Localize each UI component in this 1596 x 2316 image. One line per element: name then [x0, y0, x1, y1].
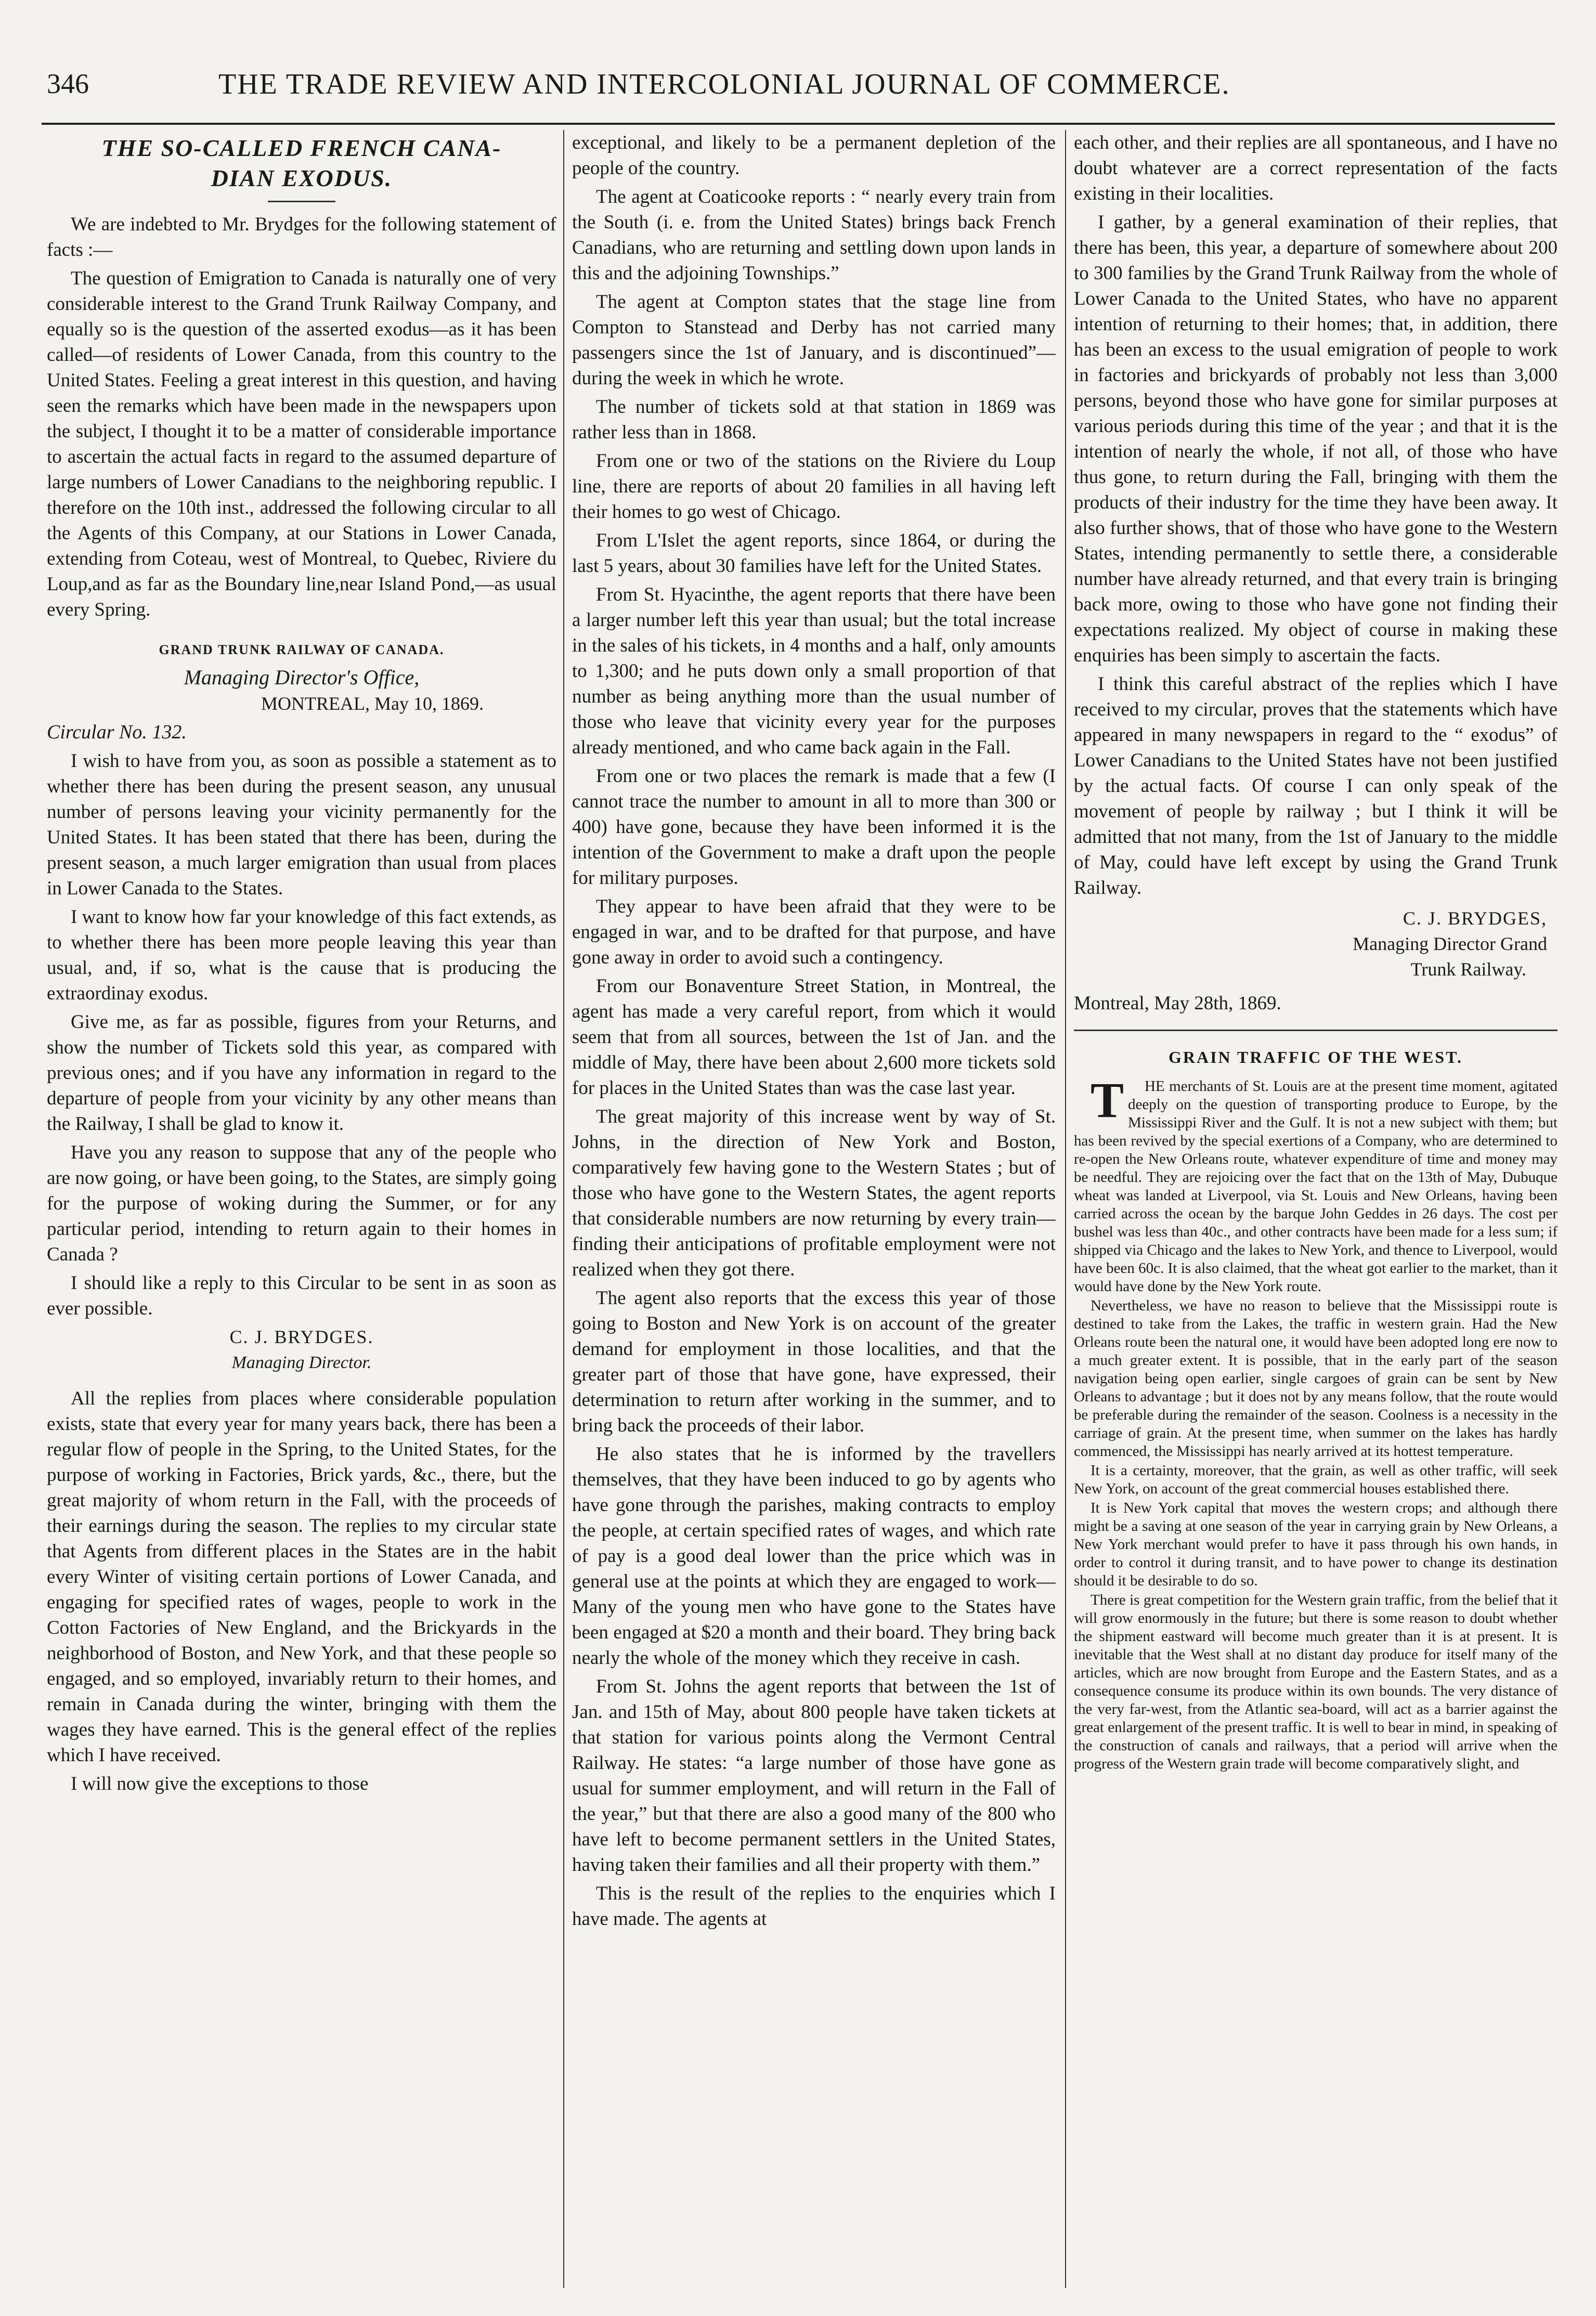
circular-paragraph: I should like a reply to this Circular to be sent in as soon as ever possible. [47, 1272, 556, 1319]
drop-cap: T [1091, 1072, 1124, 1128]
paragraph: The great majority of this increase went by way of St. Johns, in the direction of New York and Boston, comparatively few having gone to the Western States ; but of those who have gone to the Western States, the agent reports that considerable numbers are now returning by every train—finding their anticipations of profitable employment were not realized when they got there. [572, 1106, 1056, 1280]
paragraph: It is a certainty, moreover, that the grain, as well as other traffic, will seek New York, on account of the great commercial houses established there. [1074, 1462, 1558, 1497]
paragraph: He also states that he is informed by the travellers themselves, that they have been induced to go by agents who have gone through the parishes, making contracts to employ the people, at certain specified rates of wages, and which rate of pay is a good deal lower than the price which was in general use at the points at which they are engaged to work—Many of the young men who have gone to the States have been engaged at $20 a month and their board. They bring back nearly the whole of the money which they receive in cash. [572, 1443, 1056, 1669]
paragraph: From L'Islet the agent reports, since 1864, or during the last 5 years, about 30 families have left for the United States. [572, 530, 1056, 577]
paragraph: exceptional, and likely to be a permanent depletion of the people of the country. [572, 132, 1056, 179]
intro-paragraph: We are indebted to Mr. Brydges for the following statement of facts :— [47, 214, 556, 261]
paragraph: I will now give the exceptions to those [71, 1773, 369, 1794]
paragraph: The number of tickets sold at that station in 1869 was rather less than in 1868. [572, 396, 1056, 443]
paragraph: Nevertheless, we have no reason to believe that the Mississippi route is destined to take from the Lakes, the traffic in western grain. Had the New Orleans route been the natural one, it would have been adopted long ere now to a much greater extent. It is possible, that in the early part of the season navigation being open earlier, single cargoes of grain can be sent by New Orleans to advantage ; but it does not by any means follow, that the route would be preferable during the remainder of the season. Coolness is a necessity in the carriage of grain. At the present time, when summer on the lakes has hardly commenced, the Mississippi has nearly arrived at its hottest temperature. [1074, 1297, 1558, 1460]
running-title: THE TRADE REVIEW AND INTERCOLONIAL JOURNAL OF COMMERCE. [218, 68, 1230, 100]
article-title-line: THE SO-CALLED FRENCH CANA- [101, 135, 502, 161]
page-number: 346 [47, 68, 89, 99]
signature-name: C. J. BRYDGES. [229, 1326, 374, 1347]
paragraph: From one or two places the remark is made that a few (I cannot trace the number to amount in all to more than 300 or 400) have gone, because they have been informed it is the intention of the Government to make a draft upon the people for military purposes. [572, 765, 1056, 889]
article-body [1074, 1072, 1558, 1773]
paragraph: From one or two of the stations on the Riviere du Loup line, there are reports of about 20 families in all having left their homes to go west of Chicago. [572, 450, 1056, 523]
paragraph: There is great competition for the Western grain traffic, from the belief that it will grow enormously in the future; but there is some reason to doubt whether the shipment eastward will become much greater than it is at present. It is inevitable that the West shall at no distant day produce for itself many of the articles, which are now brought from Europe and the Eastern States, and as a consequence consume its produce within its own bounds. The very distance of the very far-west, from the Atlantic sea-board, will act as a barrier against the great enlargement of the present traffic. It is well to bear in mind, in speaking of the construction of canals and railways, that a period will arrive when the progress of the Western grain trade will become comparatively slight, and [1074, 1592, 1558, 1772]
article-divider [1074, 1030, 1558, 1031]
paragraph: All the replies from places where considerable population exists, state that every year for many years back, there has been a regular flow of people in the Spring, to the United States, for the purpose of working in Factories, Brick yards, &c., there, but the great majority of whom return in the Fall, with the proceeds of their earnings during the season. The replies to my circular state that Agents from different places in the States are in the habit every Winter of visiting certain portions of Lower Canada, and engaging for specified rates of wages, people to work in the Cotton Factories of New England, and the Brickyards in the neighborhood of Boston, and New York, and that these people so engaged, and so employed, invariably return to their homes, and remain in Canada during the winter, bringing with them the wages they have earned. This is the general effect of the replies which I have received. [47, 1388, 556, 1766]
circular-number: Circular No. 132. [47, 721, 187, 743]
column-divider [1065, 130, 1066, 2288]
paragraph-text: HE merchants of St. Louis are at the present time moment, agitated deeply on the question of transporting produce to Europe, by the Mississippi River and the Gulf. It is not a new subject with them; but has been revived by the special exertions of a Company, who are determined to re-open the New Orleans route, whatever expenditure of time and money may be needful. They are rejoicing over the fact that on the 13th of May, Dubuque wheat was landed at Liverpool, via St. Louis and New Orleans, having been carried across the ocean by the barque John Geddes in 26 days. The cost per bushel was less than 40c., and other contracts have been made for a less sum; if shipped via Chicago and the lakes to New York, and thence to Liverpool, would have been 60c. It is also claimed, that the wheat got earlier to the market, than it would have done by the New York route. [1074, 1078, 1558, 1295]
article-title: GRAIN TRAFFIC OF THE WEST. [1168, 1048, 1463, 1066]
paragraph: From St. Hyacinthe, the agent reports that there have been a larger number left this year than usual; but the total increase in the sales of his tickets, in 4 months and a half, only amounts to 1,300; and he puts down only a small proportion of that number as being anything more than the usual number of those who leave that vicinity every year for the purposes already mentioned, and who came back again in the Fall. [572, 584, 1056, 758]
paragraph: From our Bonaventure Street Station, in Montreal, the agent has made a very careful report, from which it would seem that from all sources, between the 1st of Jan. and the middle of May, there have been about 2,600 more tickets sold for places in the United States than was the case last year. [572, 975, 1056, 1099]
column-3 [1074, 130, 1558, 2288]
circular-paragraph: I want to know how far your knowledge of this fact extends, as to whether there has been more people leaving this year than usual, and, if so, what is the cause that is producing the extraordinay exodus. [47, 906, 556, 1004]
paragraph: They appear to have been afraid that they were to be engaged in war, and to be drafted for that purpose, and have gone away in order to avoid such a contingency. [572, 896, 1056, 968]
paragraph: each other, and their replies are all spontaneous, and I have no doubt whatever are a correct representation of the facts existing in their localities. [1074, 132, 1558, 204]
circular-paragraph: I wish to have from you, as soon as possible a statement as to whether there has been during the present season, any unusual number of persons leaving your vicinity permanently for the United States. It has been stated that there has been, during the present season, a much larger emigration than usual from places in Lower Canada to the States. [47, 750, 556, 899]
signature-title: Managing Director Grand [1353, 933, 1547, 954]
paragraph: I gather, by a general examination of their replies, that there has been, this year, a departure of somewhere about 200 to 300 families by the Grand Trunk Railway from the whole of Lower Canada to the United States, who have no apparent intention of returning to their homes; that, in addition, there has been an excess to the usual emigration of people to work in factories and brickyards of probably not less than 3,000 persons, beyond those who have gone for similar purposes at various periods during this time of the year ; and that it is the intention of nearly the whole, if not all, of those who have thus gone, to return during the Fall, bringing with them the products of their industry for the time they have been away. It also further shows, that of those who have gone to the Western States, intending permanently to settle there, a considerable number have already returned, and that every train is bringing back more, owing to those who have gone not finding their expectations realized. My object of course in making these enquiries has been simply to ascertain the facts. [1074, 212, 1558, 666]
paragraph [1074, 1072, 1558, 1296]
title-rule [268, 201, 335, 202]
paragraph: The agent at Compton states that the stage line from Compton to Stanstead and Derby has not carried many passengers since the 1st of January, and is discontinued”—during the week in which he wrote. [572, 291, 1056, 389]
signature-name: C. J. BRYDGES, [1403, 908, 1547, 929]
paragraph: The agent at Coaticooke reports : “ nearly every train from the South (i. e. from the United States) brings back French Canadians, who are returning and settling down upon lands in this and the adjoining Townships.” [572, 186, 1056, 284]
column-divider [563, 130, 564, 2288]
date-place: Montreal, May 28th, 1869. [1074, 993, 1281, 1014]
column-1 [47, 130, 556, 2288]
header-rule [42, 123, 1555, 125]
paragraph: From St. Johns the agent reports that between the 1st of Jan. and 15th of May, about 800 people have taken tickets at that station for various points along the Vermont Central Railway. He states: “a large number of those have gone as usual for summer employment, and will return in the Fall of the year,” but that there are also a good many of the 800 who have left to become permanent settlers in the United States, having taken their families and all their property with them.” [572, 1676, 1056, 1876]
office-line: Managing Director's Office, [184, 666, 420, 689]
paragraph: This is the result of the replies to the enquiries which I have made. The agents at [572, 1883, 1056, 1930]
signature-title: Managing Director. [231, 1353, 372, 1372]
paragraph: The question of Emigration to Canada is naturally one of very considerable interest to the Grand Trunk Railway Company, and equally so is the question of the asserted exodus—as it has been called—of residents of Lower Canada, from this country to the United States. Feeling a great interest in this question, and having seen the remarks which have been made in the newspapers upon the subject, I thought it to be a matter of considerable importance to ascertain the actual facts in regard to the assumed departure of large numbers of Lower Canadians to the neighboring republic. I therefore on the 10th inst., addressed the following circular to all the Agents of this Company, at our Stations in Lower Canada, extending from Coteau, west of Montreal, to Quebec, Riviere du Loup,and as far as the Boundary line,near Island Pond,—as usual every Spring. [47, 268, 556, 620]
letterhead: GRAND TRUNK RAILWAY OF CANADA. [159, 642, 445, 657]
column-2 [572, 130, 1056, 2288]
paragraph: It is New York capital that moves the western crops; and although there might be a saving at one season of the year in carrying grain by New Orleans, a New York merchant would prefer to have it pass through his own hands, in order to control it during transit, and to have power to change its destination should it be desirable to do so. [1074, 1500, 1558, 1589]
signature-title: Trunk Railway. [1410, 959, 1526, 980]
circular-paragraph: Have you any reason to suppose that any of the people who are now going, or have been going, to the States, are simply going for the purpose of woking during the Summer, or for any particular period, intending to return again to their homes in Canada ? [47, 1142, 556, 1265]
circular-paragraph: Give me, as far as possible, figures from your Returns, and show the number of Tickets sold this year, as compared with previous ones; and if you have any information in regard to the departure of people from your vicinity by any other means than the Railway, I shall be glad to know it. [47, 1011, 556, 1135]
paragraph: The agent also reports that the excess this year of those going to Boston and New York is on account of the greater demand for employment in those localities, and that the greater part of those that have gone, have expressed, their determination to return after working in the summer, and to bring back the proceeds of their labor. [572, 1287, 1056, 1436]
article-title-line: DIAN EXODUS. [211, 165, 393, 191]
page-header [47, 62, 1550, 120]
paragraph: I think this careful abstract of the replies which I have received to my circular, proves that the statements which have appeared in many newspapers in regard to the “ exodus” of Lower Canadians to the United States have not been justified by the actual facts. Of course I can only speak of the movement of people by railway ; but I think it will be admitted that not many, from the 1st of January to the middle of May, could have left except by using the Grand Trunk Railway. [1074, 673, 1558, 899]
circular-dateline: MONTREAL, May 10, 1869. [261, 693, 484, 714]
